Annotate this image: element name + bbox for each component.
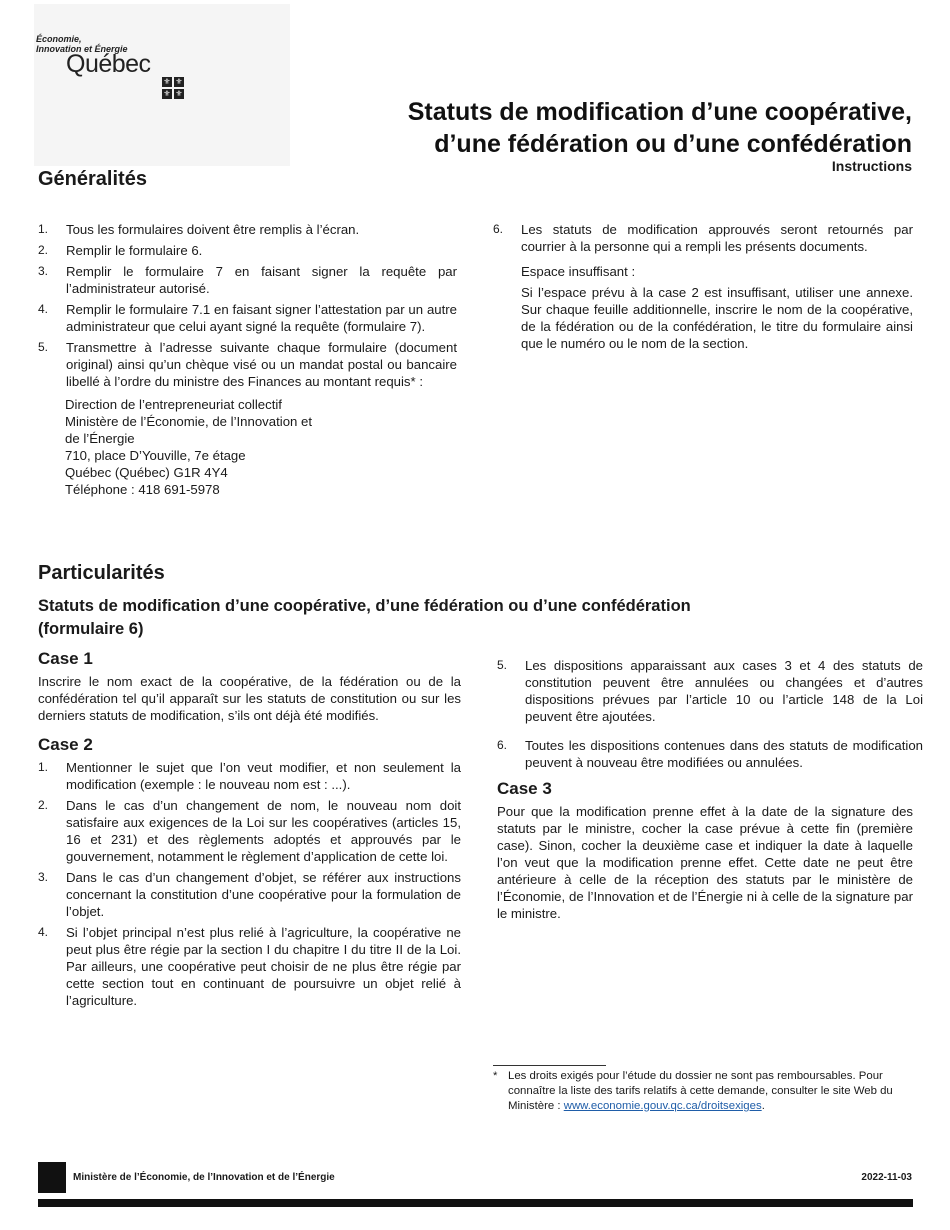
case3-heading: Case 3 <box>497 779 552 798</box>
list-item: 1. Mentionner le sujet que l’on veut modifier, et non seulement la modification (exemple : le nouveau nom est : ...). <box>38 760 461 792</box>
quebec-logo <box>36 34 196 98</box>
footer-bar <box>38 1199 913 1207</box>
case2-heading: Case 2 <box>38 735 93 754</box>
list-item: 4. Si l’objet principal n’est plus relié à l’agriculture, la coopérative ne peut plus être régie par la section I du chapitre I du titre II de la Loi. Par ailleurs, une coopérative peut choisir de ne plus être régie par cette section tout en continuant de poursuivre un objet relié à l’agriculture. <box>38 925 461 1008</box>
case3-text: Pour que la modification prenne effet à la date de la signature des statuts par le ministre, cocher la case prévue à cette fin (première case). Sinon, cocher la deuxième case et indiquer la date à laquelle l’on veut que la modification prenne effet. Cette date ne peut être antérieure à celle de la réception des statuts par le ministère de l’Économie, de l’Innovation et de l’Énergie ni à celle de la signature par le ministre. <box>497 804 913 921</box>
logo-quebec: Québec <box>66 50 151 78</box>
footnote-divider <box>493 1065 606 1066</box>
case2-right-list <box>497 657 923 775</box>
case1-text: Inscrire le nom exact de la coopérative, de la fédération ou de la confédération tel qu’il apparaît sur les statuts de constitution ou sur les derniers statuts de modification, s’ils ont déjà été modifiés. <box>38 674 461 723</box>
document-title: Statuts de modification d’une coopérative, d’une fédération ou d’une confédération <box>407 98 912 158</box>
droits-exiges-link[interactable]: www.economie.gouv.qc.ca/droitsexiges <box>563 1100 762 1112</box>
list-item: 2. Dans le cas d’un changement de nom, le nouveau nom doit satisfaire aux exigences de la Loi sur les coopératives (articles 15, 16 et 231) et des règlements adoptés et approuvés par le gouvernement, notamment le règlement d’application de cette loi. <box>38 798 461 864</box>
fleur-de-lys-icon: ⚜ ⚜ ⚜ ⚜ <box>163 77 183 98</box>
list-item: 3. Remplir le formulaire 7 en faisant signer la requête par l’administrateur autorisé. <box>38 264 457 296</box>
logo-line1: Économie, <box>36 34 82 44</box>
list-item: 1. Tous les formulaires doivent être remplis à l’écran. <box>38 222 360 237</box>
espace-insuffisant-text: Si l’espace prévu à la case 2 est insuffisant, utiliser une annexe. Sur chaque feuille additionnelle, inscrire le nom de la coopérative, de la fédération ou de la confédération, le titre du formulaire ainsi que le numéro ou le nom de la section. <box>521 285 913 351</box>
case1-heading: Case 1 <box>38 649 93 668</box>
footnote: * Les droits exigés pour l’étude du dossier ne sont pas remboursables. Pour connaître la liste des tarifs relatifs à cette demande, consulter le site Web du Ministère : www.economie.gouv.qc.ca/droitsexiges. <box>493 1070 893 1112</box>
footer-ministry: Ministère de l’Économie, de l’Innovation et de l’Énergie <box>73 1172 335 1183</box>
footer-square <box>38 1162 66 1193</box>
generalites-right-column <box>493 221 913 352</box>
logo-line2: Innovation et Énergie <box>36 44 128 54</box>
generalites-left-column <box>38 221 457 498</box>
generalites-heading: Généralités <box>38 168 147 190</box>
footer-date: 2022-11-03 <box>861 1172 912 1183</box>
particularites-subheading: Statuts de modification d’une coopérative, d’une fédération ou d’une confédération (formulaire 6) <box>38 597 691 638</box>
list-item: 5. Les dispositions apparaissant aux cases 3 et 4 des statuts de constitution peuvent être annulées ou changées et d’autres dispositions prévues par l’article 10 ou l’article 148 de la Loi peuvent être ajoutées. <box>497 658 923 724</box>
espace-insuffisant-title: Espace insuffisant : <box>521 264 636 279</box>
mailing-address: Direction de l’entrepreneuriat collectif Ministère de l’Économie, de l’Innovation et de l’Énergie 710, place D’Youville, 7e étage Québec (Québec) G1R 4Y4 Téléphone : 418 691-5978 <box>65 397 313 497</box>
list-item: 2. Remplir le formulaire 6. <box>38 243 203 258</box>
list-item: 5. Transmettre à l’adresse suivante chaque formulaire (document original) ainsi qu’un chèque visé ou un mandat postal ou bancaire libellé à l’ordre du ministre des Finances au montant requis* : <box>38 340 457 389</box>
case2-left-list <box>38 759 461 1013</box>
list-item: 3. Dans le cas d’un changement d’objet, se référer aux instructions concernant la constitution d’une coopérative pour la formulation de l’objet. <box>38 870 461 919</box>
document-subtitle: Instructions <box>831 158 912 174</box>
list-item: 6. Toutes les dispositions contenues dans des statuts de modification peuvent à nouveau être modifiées ou annulées. <box>497 738 923 770</box>
list-item: 4. Remplir le formulaire 7.1 en faisant signer l’attestation par un autre administrateur que celui ayant signé la requête (formulaire 7). <box>38 302 457 334</box>
particularites-heading: Particularités <box>38 562 165 584</box>
list-item: 6. Les statuts de modification approuvés seront retournés par courrier à la personne qui a rempli les présents documents. <box>493 222 913 254</box>
